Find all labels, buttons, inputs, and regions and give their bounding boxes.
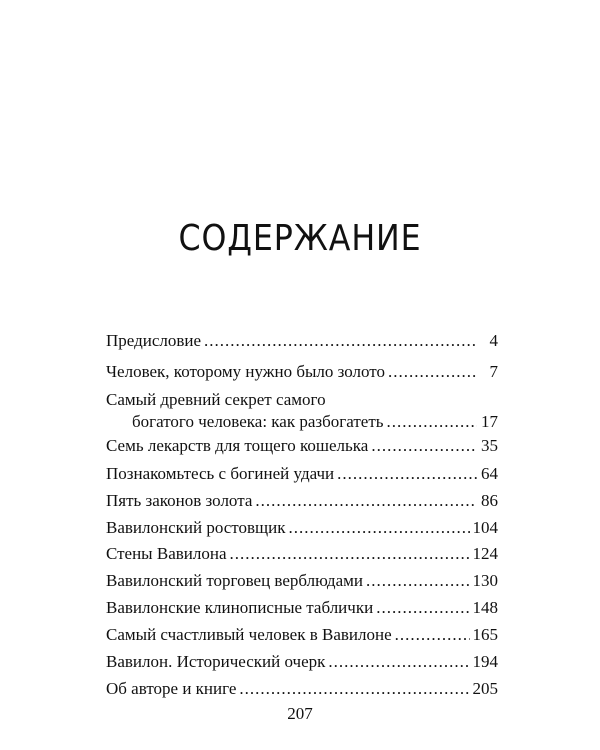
toc-entry-title: Самый счастливый человек в Вавилоне: [106, 625, 392, 644]
toc-entry-title: Вавилон. Исторический очерк: [106, 652, 326, 671]
toc-entry-page: 165: [472, 625, 498, 644]
dot-leader: [376, 597, 469, 619]
dot-leader: [239, 678, 469, 700]
dot-leader: [366, 570, 470, 592]
dot-leader: [395, 624, 470, 646]
toc-entry-page: 130: [472, 571, 498, 590]
toc-entry-page: 205: [472, 679, 498, 698]
toc-entry: [106, 570, 498, 592]
toc-entry-title: богатого человека: как разбогатеть: [132, 412, 384, 431]
toc-entry: [106, 330, 498, 352]
toc-entry: [106, 490, 498, 512]
toc-entry-page: 124: [472, 544, 498, 563]
dot-leader: [388, 361, 477, 383]
toc-entry-page: 7: [489, 362, 498, 381]
toc-entry-title: Вавилонский торговец верблюдами: [106, 571, 363, 590]
toc-entry-title: Человек, которому нужно было золото: [106, 362, 385, 381]
dot-leader: [328, 651, 469, 673]
dot-leader: [371, 435, 477, 457]
toc-entry-title: Вавилонские клинописные таблички: [106, 598, 374, 617]
toc-entry: [106, 361, 498, 383]
toc-entry-title-line1: Самый древний секрет самого: [106, 390, 326, 409]
toc-entry-page: 104: [472, 518, 498, 537]
page-number: 207: [287, 704, 313, 723]
toc-entry-title: Об авторе и книге: [106, 679, 237, 698]
toc-entry: [106, 624, 498, 646]
toc-title: СОДЕРЖАНИЕ: [178, 218, 422, 259]
toc-entry-title: Предисловие: [106, 331, 202, 350]
toc-entry: [106, 651, 498, 673]
toc-entry-page: 86: [481, 491, 498, 510]
toc-entry-title: Семь лекарств для тощего кошелька: [106, 436, 369, 455]
dot-leader: [387, 411, 477, 433]
dot-leader: [230, 543, 470, 565]
dot-leader: [204, 330, 477, 352]
toc-entry-page: 64: [481, 464, 498, 483]
dot-leader: [289, 517, 470, 539]
toc-entry-page: 35: [481, 436, 498, 455]
toc-entry: [106, 463, 498, 485]
toc-entry: [106, 517, 498, 539]
toc-entry-page: 148: [472, 598, 498, 617]
toc-entry-title: Познакомьтесь с богиней удачи: [106, 464, 335, 483]
dot-leader: [337, 463, 477, 485]
toc-entry: [106, 543, 498, 565]
toc-entry-title: Стены Вавилона: [106, 544, 227, 563]
toc-entry: [106, 435, 498, 457]
toc-entry-page: 4: [489, 331, 498, 350]
toc-entry-page: 17: [481, 412, 498, 431]
toc-entry-title: Пять законов золота: [106, 491, 253, 510]
toc-entry: [106, 389, 498, 433]
dot-leader: [255, 490, 477, 512]
toc-entry: [106, 678, 498, 700]
toc-entry: [106, 597, 498, 619]
toc-entry-title: Вавилонский ростовщик: [106, 518, 286, 537]
toc-entry-page: 194: [472, 652, 498, 671]
